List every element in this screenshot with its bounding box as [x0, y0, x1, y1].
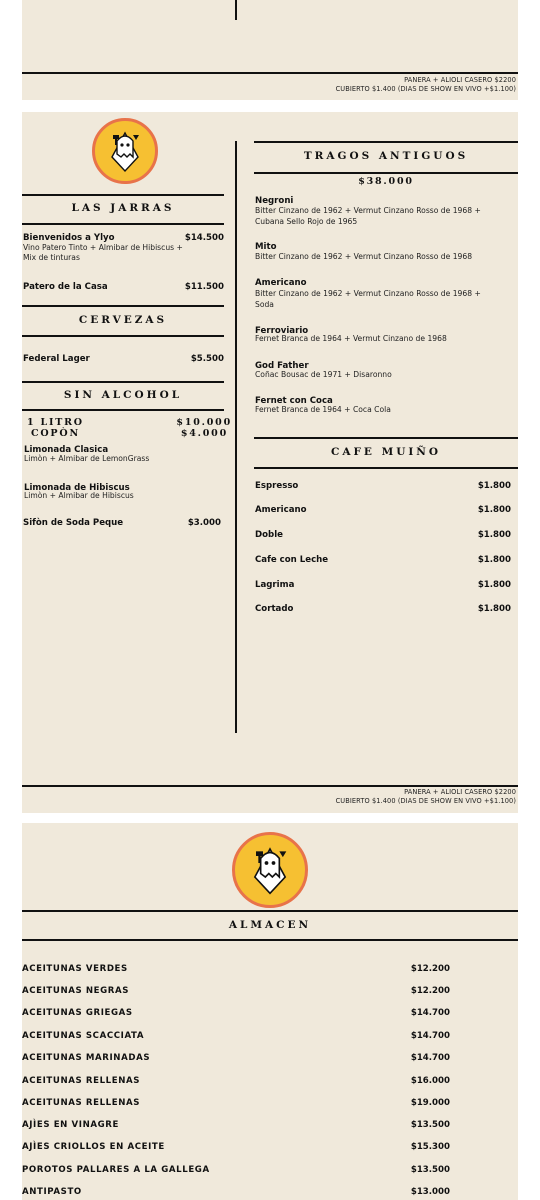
section-title-almacen: ALMACEN: [228, 919, 312, 931]
almacen-item-name: ACEITUNAS VERDES: [22, 964, 128, 974]
item-price: $14.500: [184, 233, 224, 243]
column-divider: [235, 0, 237, 20]
drink-name: God Father: [255, 361, 309, 371]
almacen-item-name: ACEITUNAS GRIEGAS: [22, 1008, 133, 1018]
coffee-price: $1.800: [477, 530, 511, 540]
coffee-name: Cortado: [255, 604, 294, 614]
size-price: $4.000: [180, 428, 228, 439]
coffee-price: $1.800: [477, 604, 511, 614]
page-footer: [336, 788, 516, 806]
logo-illustration: [235, 835, 305, 905]
section-title-cervezas: CERVEZAS: [78, 314, 168, 326]
almacen-item-name: ACEITUNAS SCACCIATA: [22, 1031, 145, 1041]
drink-name: Americano: [255, 278, 307, 288]
section-rule: [22, 194, 224, 196]
page-footer: [336, 76, 516, 94]
item-name: Patero de la Casa: [23, 282, 108, 292]
drink-description: Fernet Branca de 1964 + Vermut Cinzano de 1968: [255, 334, 447, 343]
almacen-item-name: POROTOS PALLARES A LA GALLEGA: [22, 1165, 210, 1175]
drink-description: Fernet Branca de 1964 + Coca Cola: [255, 405, 391, 414]
ghost-bartender-logo-icon: [92, 118, 158, 184]
footer-line-2: CUBIERTO $1.400 (DIAS DE SHOW EN VIVO +$1.100): [335, 797, 516, 805]
section-rule: [22, 381, 224, 383]
drink-name: Ferroviario: [255, 326, 309, 336]
almacen-item-price: $14.700: [410, 1031, 450, 1041]
item-name: Sifòn de Soda Peque: [23, 518, 124, 528]
almacen-item-price: $12.200: [410, 986, 450, 996]
drink-description: Bitter Cinzano de 1962 + Vermut Cinzano Rosso de 1968: [255, 252, 473, 261]
section-title-jarras: LAS JARRAS: [71, 202, 175, 214]
almacen-item-price: $19.000: [410, 1098, 450, 1108]
section-rule: [254, 141, 518, 143]
size-price: $10.000: [176, 417, 232, 428]
almacen-item-price: $15.300: [410, 1142, 450, 1152]
section-rule: [254, 172, 518, 174]
size-label: 1 LITRO: [27, 417, 84, 428]
almacen-item-price: $14.700: [410, 1053, 450, 1063]
drink-name: Fernet con Coca: [255, 396, 333, 406]
almacen-item-name: ANTIPASTO: [22, 1187, 82, 1197]
coffee-price: $1.800: [477, 580, 511, 590]
almacen-item-name: ACEITUNAS RELLENAS: [22, 1098, 141, 1108]
menu-page-almacen: [22, 823, 518, 1200]
column-divider: [235, 141, 237, 733]
almacen-item-name: AJÌES EN VINAGRE: [22, 1120, 119, 1130]
ghost-bartender-logo-icon: [232, 832, 308, 908]
drink-description: Bitter Cinzano de 1962 + Vermut Cinzano Rosso de 1968 + Soda: [255, 289, 481, 309]
item-name: Limonada de Hibiscus: [24, 483, 130, 493]
almacen-item-name: ACEITUNAS NEGRAS: [22, 986, 130, 996]
item-description: Vino Patero Tinto + Almibar de Hibiscus + Mix de tinturas: [23, 243, 183, 262]
item-description: Limòn + Almibar de LemonGrass: [24, 454, 150, 463]
coffee-price: $1.800: [477, 555, 511, 565]
item-description: Limòn + Almibar de Hibiscus: [24, 491, 134, 500]
size-label: COPÒN: [31, 428, 80, 439]
section-rule: [22, 939, 518, 941]
coffee-name: Americano: [255, 505, 307, 515]
section-rule: [22, 335, 224, 337]
section-rule: [22, 305, 224, 307]
almacen-item-name: ACEITUNAS MARINADAS: [22, 1053, 151, 1063]
section-title-tragos: TRAGOS ANTIGUOS: [303, 150, 469, 162]
coffee-name: Doble: [255, 530, 283, 540]
section-rule: [254, 437, 518, 439]
footer-rule: [22, 785, 518, 787]
logo-illustration: [95, 121, 155, 181]
section-rule: [22, 409, 224, 411]
almacen-item-price: $13.000: [410, 1187, 450, 1197]
drink-description: Coñac Bousac de 1971 + Disaronno: [255, 370, 392, 379]
footer-line-1: PANERA + ALIOLI CASERO $2200: [404, 788, 516, 796]
item-price: $5.500: [190, 354, 224, 364]
coffee-price: $1.800: [477, 481, 511, 491]
drink-name: Mito: [255, 242, 277, 252]
item-name: Limonada Clasica: [24, 445, 109, 455]
item-name: Federal Lager: [23, 354, 90, 364]
menu-page-top: [22, 0, 518, 100]
drink-name: Negroni: [255, 196, 294, 206]
section-price: $38.000: [358, 176, 414, 187]
almacen-item-name: AJÌES CRIOLLOS EN ACEITE: [22, 1142, 165, 1152]
almacen-item-price: $16.000: [410, 1076, 450, 1086]
item-price: $3.000: [187, 518, 221, 528]
coffee-name: Lagrima: [255, 580, 295, 590]
footer-rule: [22, 72, 518, 74]
coffee-name: Espresso: [255, 481, 299, 491]
section-rule: [22, 223, 224, 225]
drink-description: Bitter Cinzano de 1962 + Vermut Cinzano Rosso de 1968 + Cubana Sello Rojo de 1965: [255, 206, 481, 226]
almacen-item-price: $13.500: [410, 1120, 450, 1130]
footer-line-1: PANERA + ALIOLI CASERO $2200: [404, 76, 516, 84]
item-name: Bienvenidos a Ylyo: [23, 233, 115, 243]
section-rule: [22, 910, 518, 912]
menu-page-drinks: [22, 112, 518, 813]
almacen-item-price: $12.200: [410, 964, 450, 974]
section-rule: [254, 467, 518, 469]
coffee-name: Cafe con Leche: [255, 555, 329, 565]
footer-line-2: CUBIERTO $1.400 (DIAS DE SHOW EN VIVO +$1.100): [335, 85, 516, 93]
section-title-cafe: CAFE MUIÑO: [330, 446, 442, 458]
item-price: $11.500: [184, 282, 224, 292]
almacen-item-name: ACEITUNAS RELLENAS: [22, 1076, 141, 1086]
almacen-item-price: $13.500: [410, 1165, 450, 1175]
almacen-item-price: $14.700: [410, 1008, 450, 1018]
section-title-sin-alcohol: SIN ALCOHOL: [63, 389, 183, 401]
coffee-price: $1.800: [477, 505, 511, 515]
